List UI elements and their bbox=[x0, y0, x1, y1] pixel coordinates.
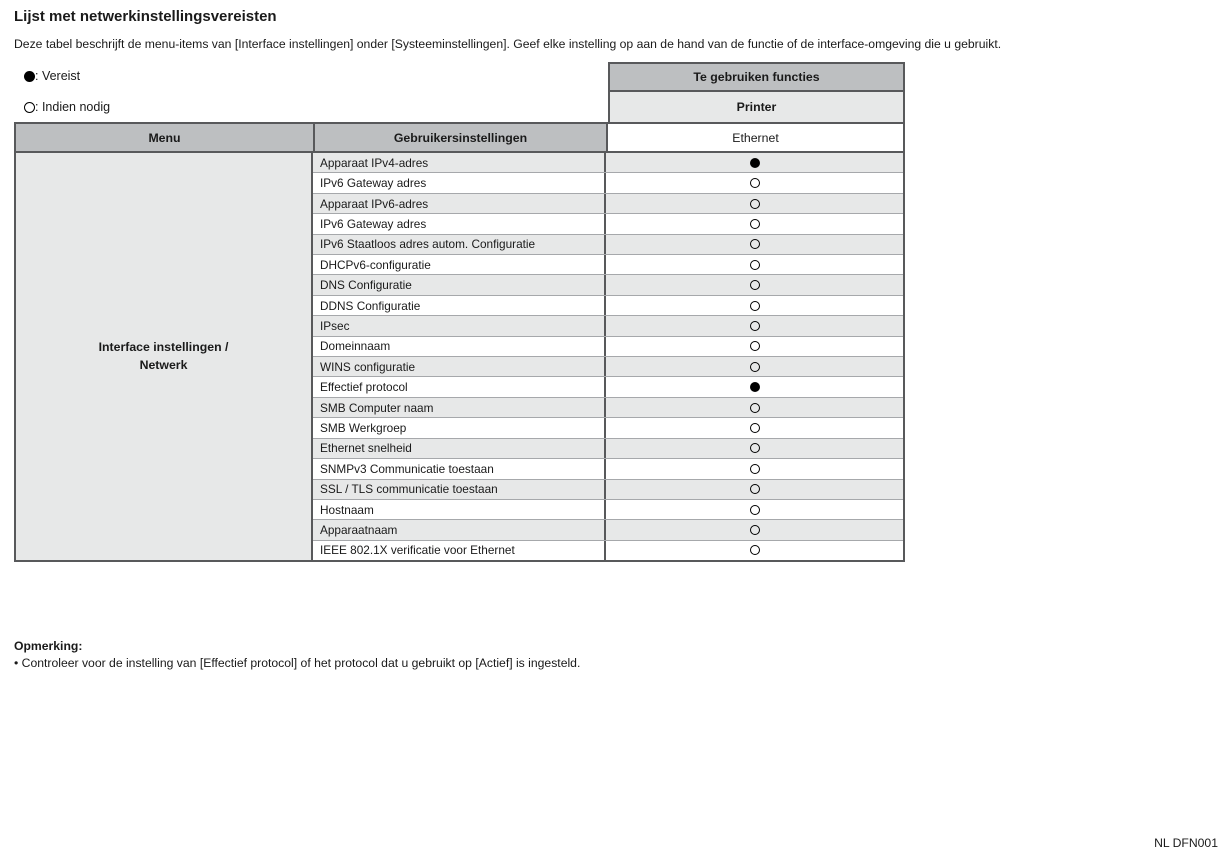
table-row bbox=[313, 153, 903, 172]
table-row bbox=[313, 234, 903, 254]
setting-label: SSL / TLS communicatie toestaan bbox=[313, 480, 606, 499]
optional-dot-icon bbox=[750, 362, 760, 372]
ethernet-requirement-cell bbox=[606, 459, 903, 478]
setting-label: SMB Werkgroep bbox=[313, 418, 606, 437]
ethernet-requirement-cell bbox=[606, 377, 903, 396]
page-title: Lijst met netwerkinstellingsvereisten bbox=[14, 8, 277, 25]
table-row bbox=[313, 274, 903, 294]
table-header-row bbox=[14, 122, 905, 151]
ethernet-requirement-cell bbox=[606, 316, 903, 335]
setting-label: IPv6 Gateway adres bbox=[313, 214, 606, 233]
setting-label: Hostnaam bbox=[313, 500, 606, 519]
table-row bbox=[313, 172, 903, 192]
legend-required-label: : Vereist bbox=[35, 69, 81, 83]
table-row bbox=[313, 540, 903, 560]
required-dot-icon bbox=[750, 382, 760, 392]
optional-dot-icon bbox=[750, 260, 760, 270]
note-text: • Controleer voor de instelling van [Effectief protocol] of het protocol dat u gebruikt op [Actief] is ingesteld. bbox=[14, 656, 581, 670]
settings-rows bbox=[313, 153, 903, 560]
setting-label: IPv6 Gateway adres bbox=[313, 173, 606, 192]
table-row bbox=[313, 479, 903, 499]
ethernet-requirement-cell bbox=[606, 520, 903, 539]
table-row bbox=[313, 397, 903, 417]
optional-dot-icon bbox=[750, 484, 760, 494]
ethernet-requirement-cell bbox=[606, 255, 903, 274]
table-row bbox=[313, 376, 903, 396]
legend-optional bbox=[24, 100, 110, 114]
settings-header-cell: Gebruikersinstellingen bbox=[313, 124, 608, 151]
ethernet-header-cell: Ethernet bbox=[608, 124, 903, 151]
table-row bbox=[313, 193, 903, 213]
table-row bbox=[313, 499, 903, 519]
optional-dot-icon bbox=[750, 280, 760, 290]
optional-dot-icon bbox=[750, 341, 760, 351]
ethernet-requirement-cell bbox=[606, 337, 903, 356]
table-row bbox=[313, 295, 903, 315]
ethernet-requirement-cell bbox=[606, 418, 903, 437]
figure-code: NL DFN001 bbox=[1154, 836, 1218, 850]
menu-group-line2: Netwerk bbox=[139, 357, 188, 372]
setting-label: WINS configuratie bbox=[313, 357, 606, 376]
required-dot-icon bbox=[24, 71, 35, 82]
setting-label: DDNS Configuratie bbox=[313, 296, 606, 315]
ethernet-requirement-cell bbox=[606, 398, 903, 417]
table-row bbox=[313, 458, 903, 478]
optional-dot-icon bbox=[750, 199, 760, 209]
intro-text: Deze tabel beschrijft de menu-items van [Interface instellingen] onder [Systeeminstellingen]. Geef elke instelling op aan de hand van de functie of de interface-omgeving die u gebruikt. bbox=[14, 37, 1002, 51]
ethernet-requirement-cell bbox=[606, 500, 903, 519]
ethernet-requirement-cell bbox=[606, 357, 903, 376]
setting-label: Ethernet snelheid bbox=[313, 439, 606, 458]
table-row bbox=[313, 438, 903, 458]
optional-dot-icon bbox=[24, 102, 35, 113]
optional-dot-icon bbox=[750, 301, 760, 311]
setting-label: SNMPv3 Communicatie toestaan bbox=[313, 459, 606, 478]
optional-dot-icon bbox=[750, 545, 760, 555]
setting-label: IEEE 802.1X verificatie voor Ethernet bbox=[313, 541, 606, 560]
setting-label: Apparaatnaam bbox=[313, 520, 606, 539]
ethernet-requirement-cell bbox=[606, 194, 903, 213]
setting-label: Domeinnaam bbox=[313, 337, 606, 356]
table-row bbox=[313, 519, 903, 539]
table-row bbox=[313, 336, 903, 356]
functions-header-cell: Te gebruiken functies bbox=[608, 62, 905, 90]
table-row bbox=[313, 315, 903, 335]
optional-dot-icon bbox=[750, 239, 760, 249]
ethernet-requirement-cell bbox=[606, 480, 903, 499]
table-row bbox=[313, 417, 903, 437]
optional-dot-icon bbox=[750, 525, 760, 535]
optional-dot-icon bbox=[750, 219, 760, 229]
ethernet-requirement-cell bbox=[606, 275, 903, 294]
table-body bbox=[14, 151, 905, 562]
setting-label: Effectief protocol bbox=[313, 377, 606, 396]
optional-dot-icon bbox=[750, 464, 760, 474]
ethernet-requirement-cell bbox=[606, 235, 903, 254]
ethernet-requirement-cell bbox=[606, 153, 903, 172]
setting-label: Apparaat IPv6-adres bbox=[313, 194, 606, 213]
setting-label: SMB Computer naam bbox=[313, 398, 606, 417]
optional-dot-icon bbox=[750, 178, 760, 188]
legend-optional-label: : Indien nodig bbox=[35, 100, 111, 114]
table-row bbox=[313, 254, 903, 274]
legend-required bbox=[24, 69, 80, 83]
ethernet-requirement-cell bbox=[606, 214, 903, 233]
optional-dot-icon bbox=[750, 443, 760, 453]
optional-dot-icon bbox=[750, 505, 760, 515]
setting-label: Apparaat IPv4-adres bbox=[313, 153, 606, 172]
optional-dot-icon bbox=[750, 403, 760, 413]
setting-label: IPsec bbox=[313, 316, 606, 335]
printer-header-cell: Printer bbox=[608, 90, 905, 122]
menu-group-line1: Interface instellingen / bbox=[98, 339, 229, 354]
table-row bbox=[313, 356, 903, 376]
setting-label: DHCPv6-configuratie bbox=[313, 255, 606, 274]
ethernet-requirement-cell bbox=[606, 439, 903, 458]
ethernet-requirement-cell bbox=[606, 541, 903, 560]
setting-label: IPv6 Staatloos adres autom. Configuratie bbox=[313, 235, 606, 254]
required-dot-icon bbox=[750, 158, 760, 168]
ethernet-requirement-cell bbox=[606, 296, 903, 315]
menu-header-cell: Menu bbox=[16, 124, 313, 151]
note-heading: Opmerking: bbox=[14, 639, 83, 653]
setting-label: DNS Configuratie bbox=[313, 275, 606, 294]
optional-dot-icon bbox=[750, 423, 760, 433]
ethernet-requirement-cell bbox=[606, 173, 903, 192]
table-row bbox=[313, 213, 903, 233]
menu-group-cell bbox=[16, 153, 313, 560]
optional-dot-icon bbox=[750, 321, 760, 331]
